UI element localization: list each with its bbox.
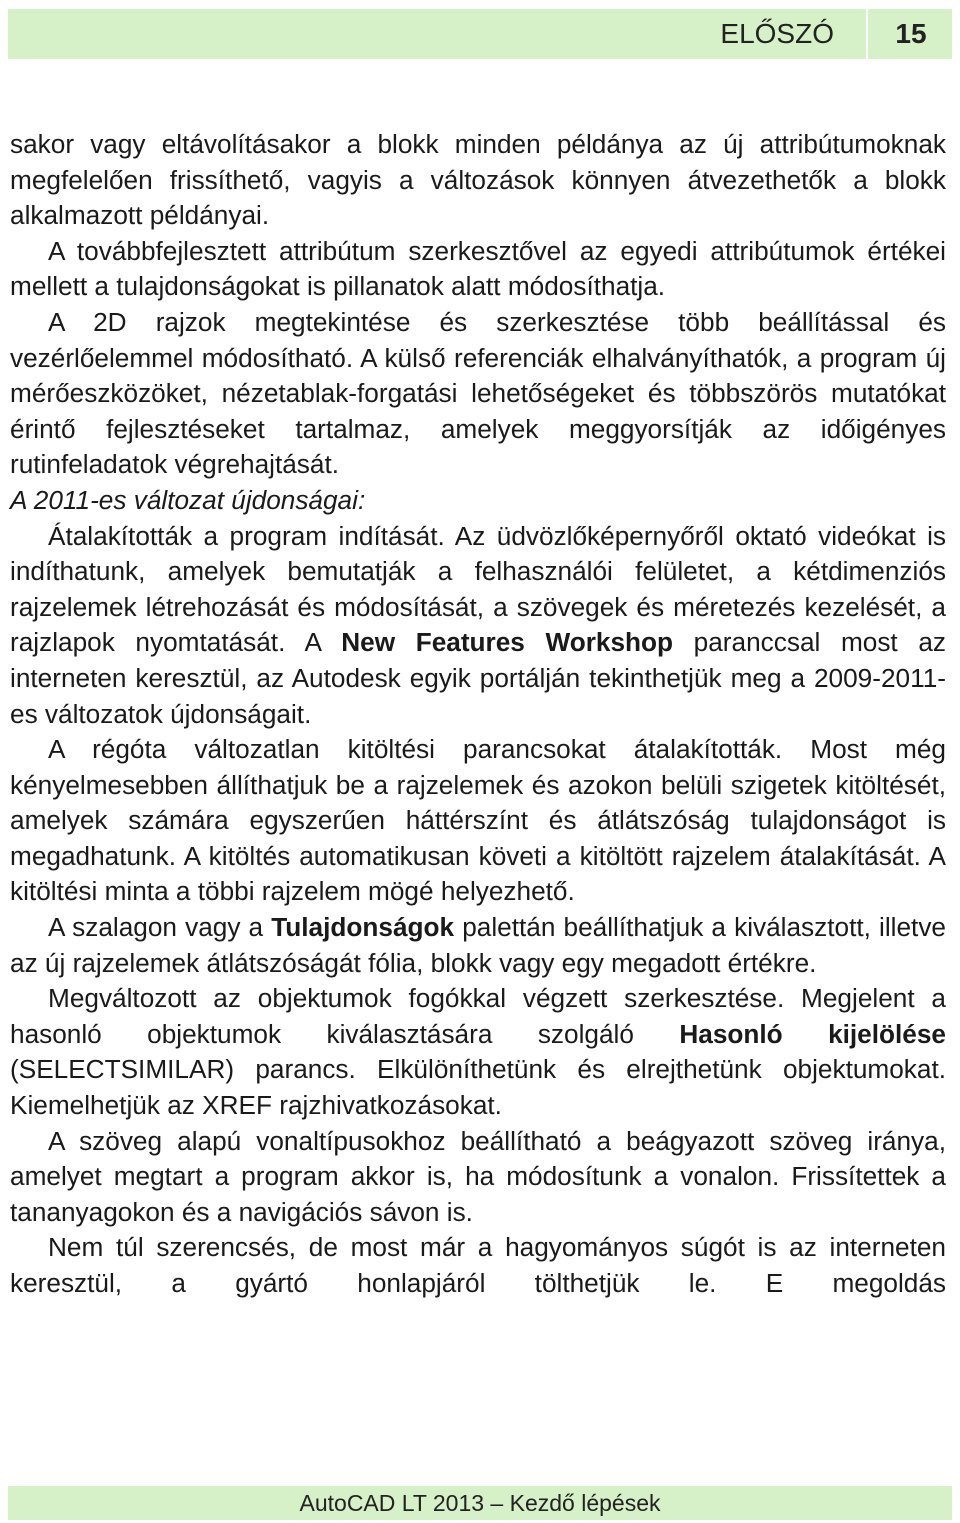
text-run: A szöveg alapú vonaltípusokhoz beállítható a beágyazott szöveg iránya, amelyet megtart a program akkor is, ha módosítunk a vonalon. Frissítettek a tananyagokon és a navigációs sávon is. — [10, 1125, 946, 1227]
paragraph — [10, 127, 946, 234]
page-footer — [8, 1486, 952, 1520]
bold-term: Hasonló kijelölése — [679, 1018, 946, 1049]
bold-term: New Features Workshop — [341, 627, 674, 658]
paragraph — [10, 305, 946, 483]
body-text — [10, 127, 946, 1302]
text-run: A 2D rajzok megtekintése és szerkesztése több beállítással és vezérlőelemmel módosítható. A külső referenciák elhalványíthatók, a program új mérőeszközöket, nézetablak-forgatási lehetőségeket és többszörös mutatókat érintő fejlesztéseket tartalmaz, amelyek meggyorsítják az időigényes rutinfeladatok végrehajtását. — [10, 306, 946, 480]
book-title: AutoCAD LT 2013 – Kezdő lépések — [299, 1490, 661, 1516]
paragraph — [10, 1124, 946, 1231]
paragraph — [10, 234, 946, 305]
page-header — [8, 9, 952, 59]
text-run: A szalagon vagy a — [48, 912, 272, 943]
page-number: 15 — [895, 18, 927, 49]
paragraph — [10, 981, 946, 1123]
text-run: (SELECTSIMILAR) parancs. Elkülöníthetünk és elrejthetünk objektumokat. Kiemelhetjük az XREF rajzhivatkozásokat. — [10, 1054, 946, 1121]
text-run: Megváltozott az objektumok fogókkal végzett szerkesztése. Megjelent a hasonló objektumok kiválasztására szolgáló — [10, 983, 946, 1049]
paragraph — [10, 519, 946, 733]
text-run: A régóta változatlan kitöltési parancsokat átalakították. Most még kényelmesebben állíthatjuk be a rajzelemek és azokon belüli szigetek kitöltését, amelyek számára egyszerűen háttérszínt és átlátszóság tulajdonságot is megadhatunk. A kitöltés automatikusan követi a kitöltött rajzelem átalakítását. A kitöltési minta a többi rajzelem mögé helyezhető. — [10, 734, 946, 907]
text-run: sakor vagy eltávolításakor a blokk minden példánya az új attribútumoknak megfelelően frissíthető, vagyis a változások könnyen átvezethetők a blokk alkalmazott példányai. — [10, 129, 946, 231]
chapter-title: ELŐSZÓ — [720, 18, 834, 49]
text-run: palettán beállíthatjuk a kiválasztott, illetve az új rajzelemek átlátszóságát fólia, blokk vagy egy megadott értékre. — [10, 912, 946, 978]
bold-term: Tulajdonságok — [271, 912, 455, 943]
text-run: Nem túl szerencsés, de most már a hagyományos súgót is az interneten keresztül, a gyártó honlapjáról tölthetjük le. E megoldás — [10, 1232, 946, 1298]
header-divider — [866, 9, 868, 59]
text-run: A továbbfejlesztett attribútum szerkesztővel az egyedi attribútumok értékei mellett a tulajdonságokat is pillanatok alatt módosíthatja. — [10, 235, 946, 302]
paragraph — [10, 910, 946, 981]
paragraph — [10, 732, 946, 910]
text-run: paranccsal most az interneten keresztül, az Autodesk egyik portálján tekinthetjük meg a 2009-2011-es változatok újdonságait. — [10, 627, 946, 729]
text-run: A 2011-es változat újdonságai: — [10, 484, 366, 515]
text-run: Átalakították a program indítását. Az üdvözlőképernyőről oktató videókat is indíthatunk, amelyek bemutatják a felhasználói felületet, a kétdimenziós rajzelemek létrehozását és módosítását, a szövegek és méretezés kezelését, a rajzlapok nyomtatását. A — [10, 520, 946, 658]
section-subheading — [10, 483, 946, 519]
paragraph — [10, 1230, 946, 1301]
